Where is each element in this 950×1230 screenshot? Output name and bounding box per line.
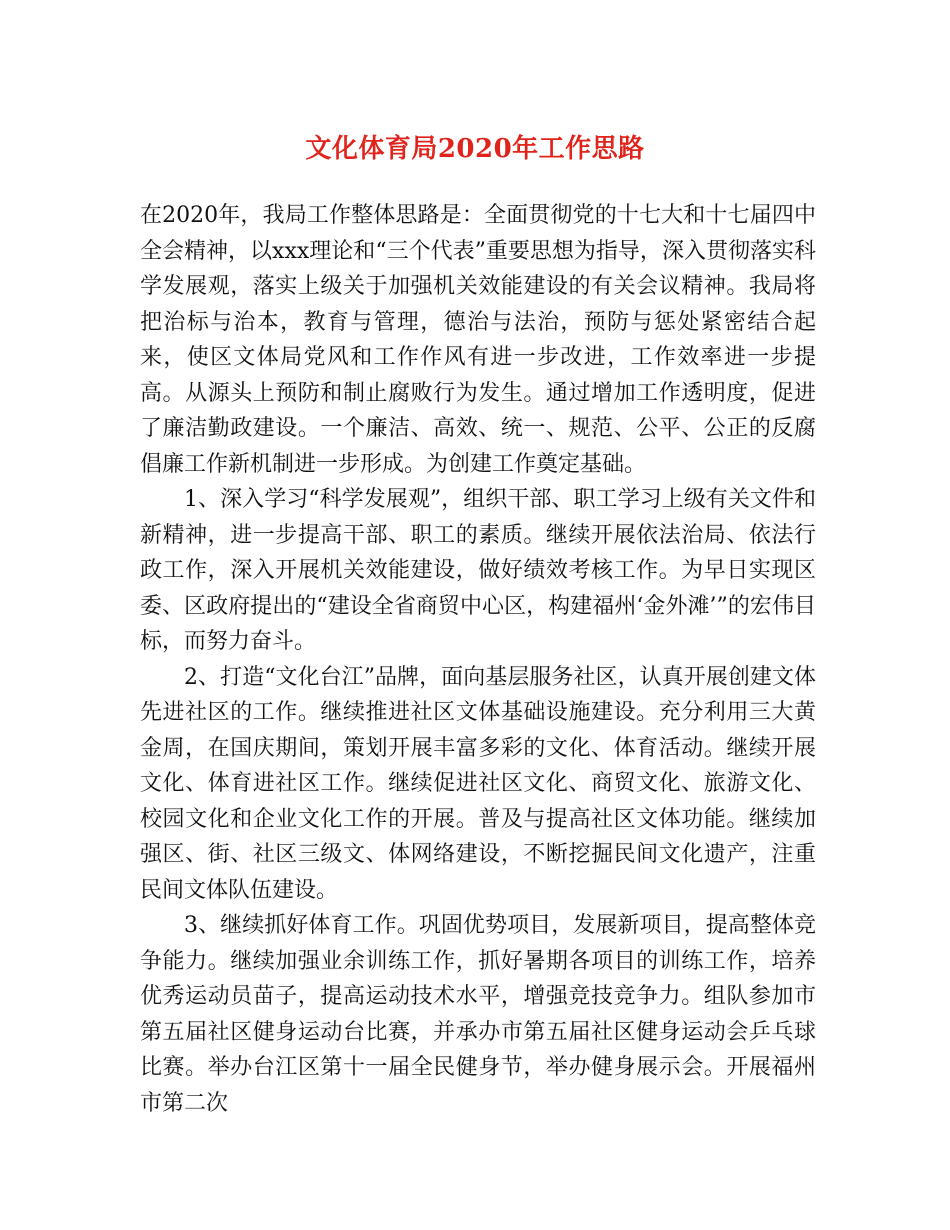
document-title: 文化体育局2020年工作思路 — [305, 134, 645, 164]
document-body — [140, 198, 816, 1121]
paragraph-item-3: 3、继续抓好体育工作。巩固优势项目，发展新项目，提高整体竞争能力。继续加强业余训练工作，抓好暑期各项目的训练工作，培养优秀运动员苗子，提高运动技术水平，增强竞技竞争力。组队参加市第五届社区健身运动台比赛，并承办市第五届社区健身运动会乒乓球比赛。举办台江区第十一届全民健身节，举办健身展示会。开展福州市第二次 — [140, 913, 816, 1116]
paragraph-item-1: 1、深入学习“科学发展观”，组织干部、职工学习上级有关文件和新精神，进一步提高干部、职工的素质。继续开展依法治局、依法行政工作，深入开展机关效能建设，做好绩效考核工作。为早日实现区委、区政府提出的“建设全省商贸中心区，构建福州‘金外滩’”的宏伟目标，而努力奋斗。 — [140, 487, 816, 654]
intro-paragraph: 在2020年，我局工作整体思路是：全面贯彻党的十七大和十七届四中全会精神，以xxx理论和“三个代表”重要思想为指导，深入贯彻落实科学发展观，落实上级关于加强机关效能建设的有关会议精神。我局将把治标与治本，教育与管理，德治与法治，预防与惩处紧密结合起来，使区文体局党风和工作作风有进一步改进，工作效率进一步提高。从源头上预防和制止腐败行为发生。通过增加工作透明度，促进了廉洁勤政建设。一个廉洁、高效、统一、规范、公平、公正的反腐倡廉工作新机制进一步形成。为创建工作奠定基础。 — [140, 203, 816, 477]
paragraph-item-2: 2、打造“文化台江”品牌，面向基层服务社区，认真开展创建文体先进社区的工作。继续推进社区文体基础设施建设。充分利用三大黄金周，在国庆期间，策划开展丰富多彩的文化、体育活动。继续开展文化、体育进社区工作。继续促进社区文化、商贸文化、旅游文化、校园文化和企业文化工作的开展。普及与提高社区文体功能。继续加强区、街、社区三级文、体网络建设，不断挖掘民间文化遗产，注重民间文体队伍建设。 — [140, 664, 816, 903]
